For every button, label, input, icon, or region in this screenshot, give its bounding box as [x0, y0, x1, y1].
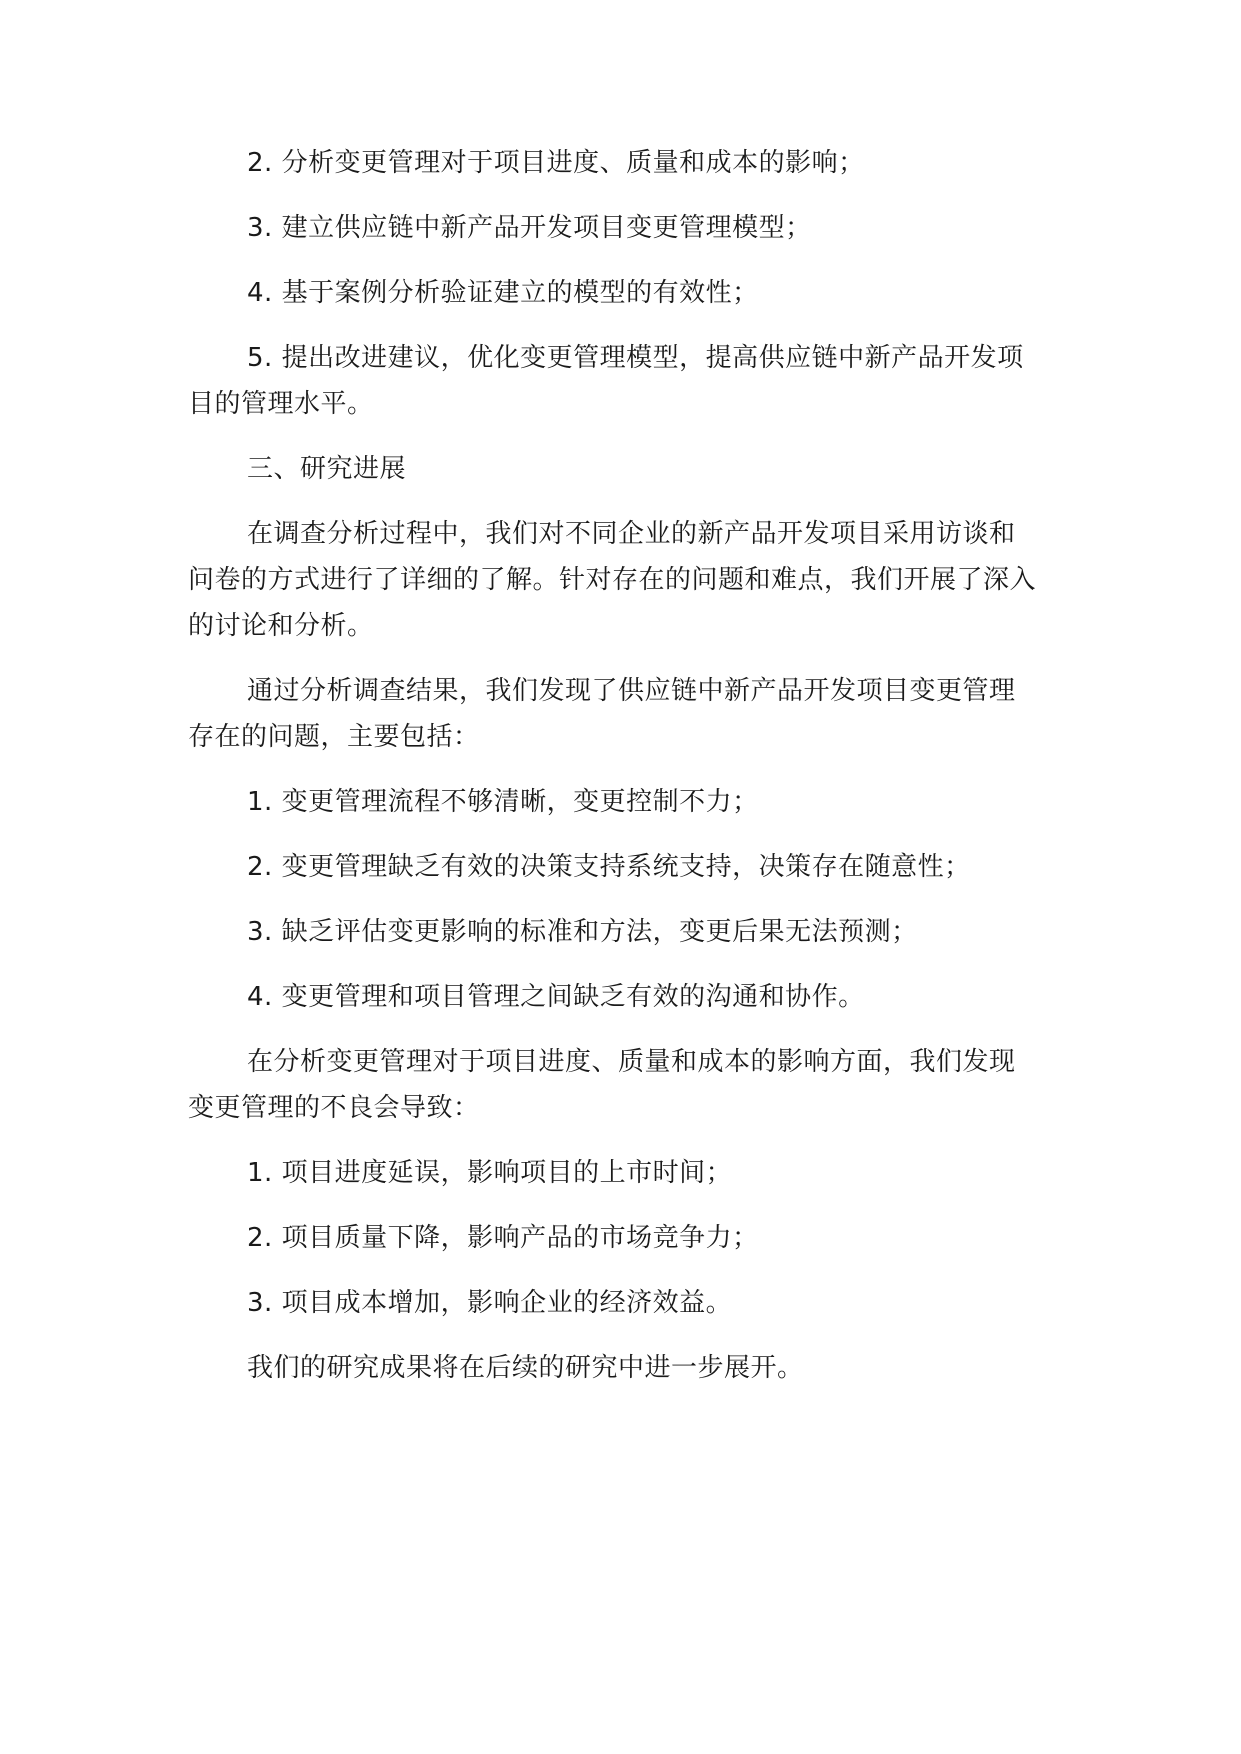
paragraph-survey: 在调查分析过程中，我们对不同企业的新产品开发项目采用访谈和问卷的方式进行了详细的了解。针对存在的问题和难点，我们开展了深入的讨论和分析。 — [188, 519, 1037, 641]
paragraph-findings-intro: 通过分析调查结果，我们发现了供应链中新产品开发项目变更管理存在的问题，主要包括： — [188, 676, 1016, 752]
list-item-goal-5: 5. 提出改进建议，优化变更管理模型，提高供应链中新产品开发项目的管理水平。 — [188, 343, 1024, 419]
paragraph-conclusion: 我们的研究成果将在后续的研究中进一步展开。 — [247, 1353, 804, 1383]
list-item-problem-1: 1. 变更管理流程不够清晰，变更控制不力； — [247, 787, 759, 817]
list-item-problem-3: 3. 缺乏评估变更影响的标准和方法，变更后果无法预测； — [247, 917, 918, 947]
list-item-impact-3: 3. 项目成本增加，影响企业的经济效益。 — [247, 1288, 733, 1318]
document-page — [188, 140, 1040, 1391]
paragraph-impact-intro: 在分析变更管理对于项目进度、质量和成本的影响方面，我们发现变更管理的不良会导致： — [188, 1047, 1016, 1123]
list-item-impact-2: 2. 项目质量下降，影响产品的市场竞争力； — [247, 1223, 759, 1253]
list-item-goal-4: 4. 基于案例分析验证建立的模型的有效性； — [247, 278, 759, 308]
list-item-impact-1: 1. 项目进度延误，影响项目的上市时间； — [247, 1158, 733, 1188]
list-item-problem-2: 2. 变更管理缺乏有效的决策支持系统支持，决策存在随意性； — [247, 852, 971, 882]
list-item-goal-3: 3. 建立供应链中新产品开发项目变更管理模型； — [247, 213, 812, 243]
list-item-goal-2: 2. 分析变更管理对于项目进度、质量和成本的影响； — [247, 148, 865, 178]
list-item-problem-4: 4. 变更管理和项目管理之间缺乏有效的沟通和协作。 — [247, 982, 865, 1012]
section-heading-progress: 三、研究进展 — [247, 454, 407, 484]
